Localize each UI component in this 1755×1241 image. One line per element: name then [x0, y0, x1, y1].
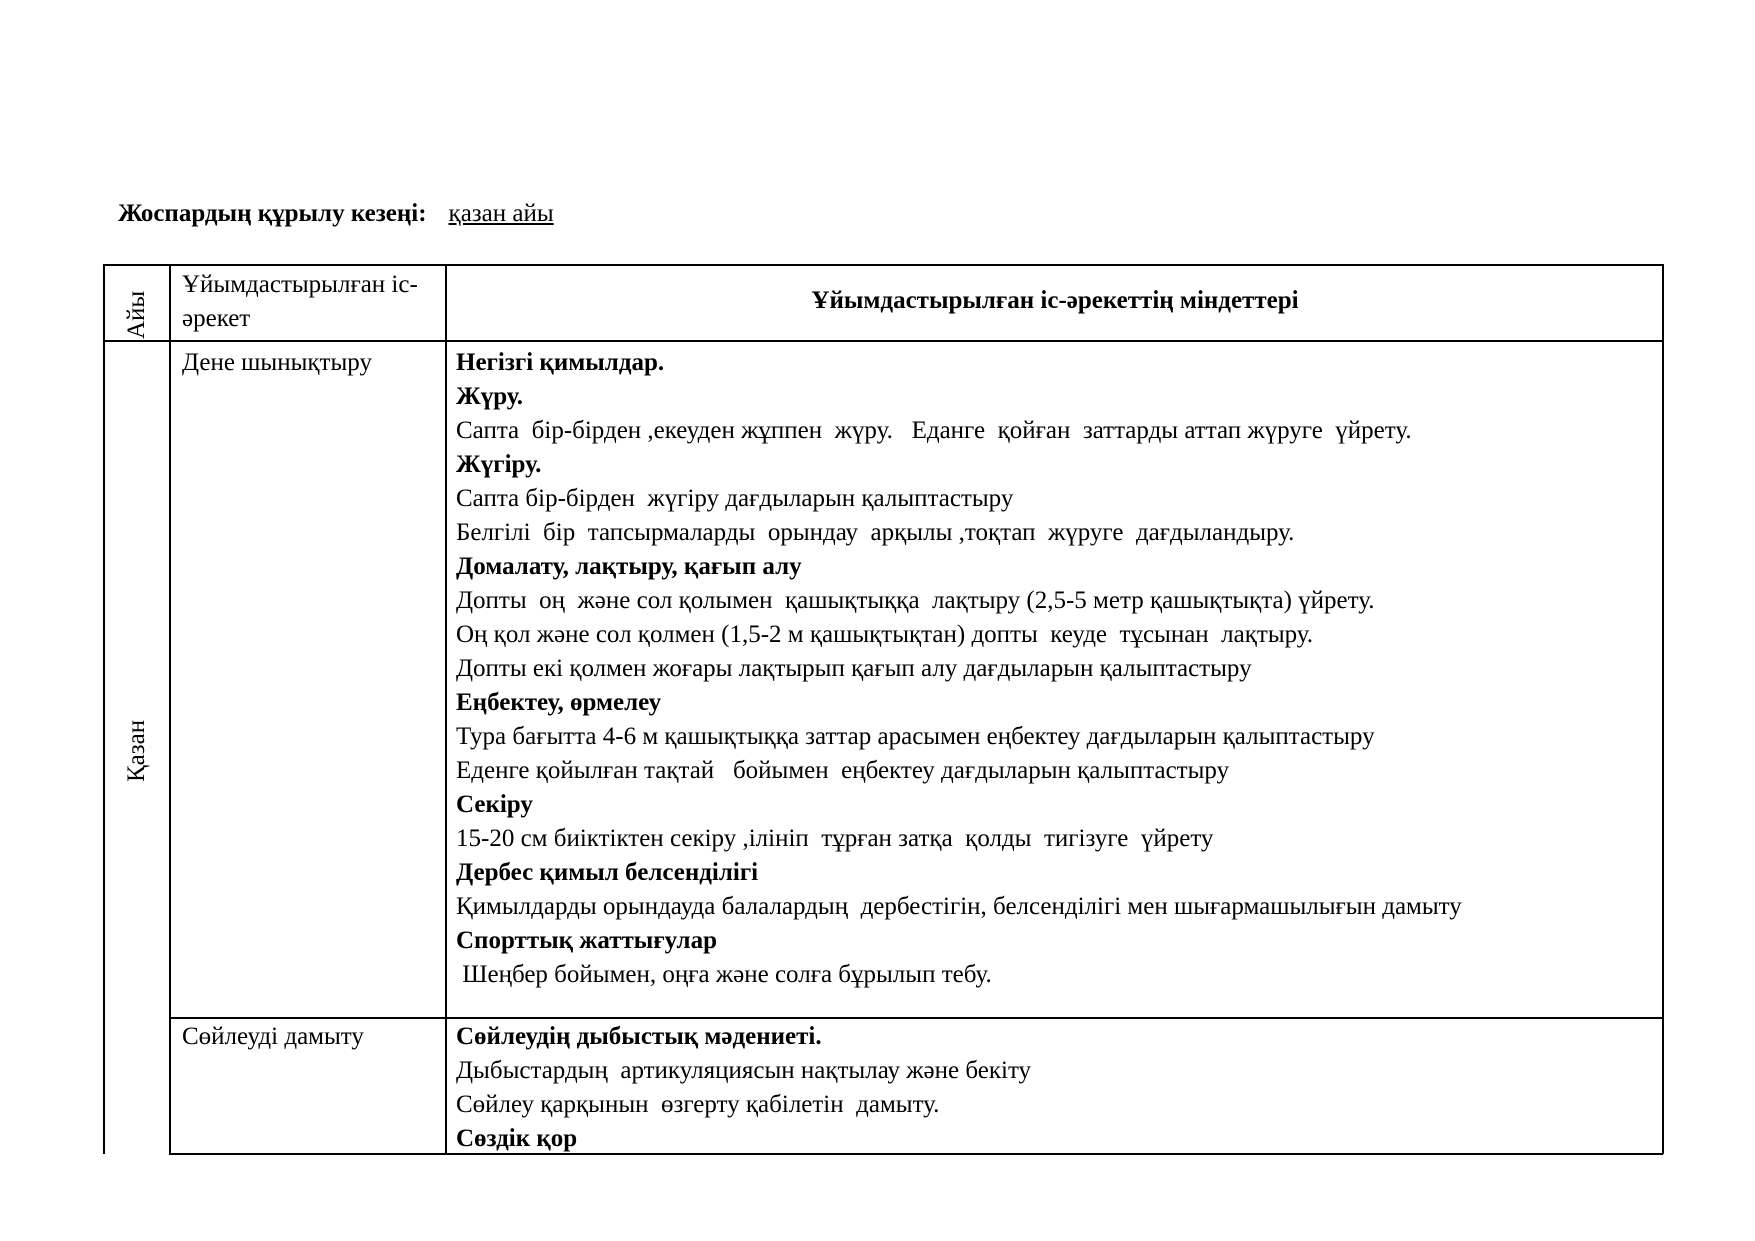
table-col-divider-2	[445, 264, 447, 1154]
task-line: Допты оң және сол қолымен қашықтыққа лақтыру (2,5-5 метр қашықтықта) үйрету.	[456, 587, 1375, 614]
task-line: Сөйлеудің дыбыстық мәдениеті.	[456, 1023, 822, 1050]
task-line: 15-20 см биіктіктен секіру ,ілініп тұрған затқа қолды тигізуге үйрету	[456, 825, 1214, 852]
row-tasks-speech	[456, 1020, 1656, 1156]
task-line: Сапта бір-бірден ,екеуден жұппен жүру. Еданге қойған заттарды аттап жүруге үйрету.	[456, 417, 1412, 444]
task-line: Сөйлеу қарқынын өзгерту қабілетін дамыту.	[456, 1091, 940, 1118]
task-line: Белгілі бір тапсырмаларды орындау арқылы ,тоқтап жүруге дағдыландыру.	[456, 519, 1295, 546]
row-activity-physical: Дене шынықтыру	[182, 349, 372, 376]
plan-period-heading	[118, 198, 554, 230]
task-line: Жүру.	[456, 383, 524, 410]
row-tasks-physical	[456, 346, 1656, 992]
task-line: Сапта бір-бірден жүгіру дағдыларын қалыптастыру	[456, 485, 1014, 512]
column-header-activity-label: Ұйымдастырылған іс-әрекет	[182, 271, 418, 332]
plan-period-label: Жоспардың құрылу кезеңі:	[118, 200, 427, 227]
task-line: Шеңбер бойымен, оңға және солға бұрылып тебу.	[456, 961, 992, 988]
column-header-tasks: Ұйымдастырылған іс-әрекеттің міндеттері	[811, 287, 1299, 314]
task-line: Дербес қимыл белсенділігі	[456, 859, 759, 886]
task-line: Сөздік қор	[456, 1125, 578, 1152]
task-line: Дыбыстардың артикуляциясын нақтылау және бекіту	[456, 1057, 1032, 1084]
plan-period-value: қазан айы	[448, 200, 554, 227]
table-border-top	[103, 264, 1663, 266]
task-line: Жүгіру.	[456, 451, 542, 478]
task-line: Домалату, лақтыру, қағып алу	[456, 553, 802, 580]
task-line: Еңбектеу, өрмелеу	[456, 689, 662, 716]
task-line: Спорттық жаттығулар	[456, 927, 717, 954]
table-border-right	[1662, 264, 1664, 1154]
row-activity-speech: Сөйлеуді дамыту	[182, 1023, 364, 1050]
column-header-month: Айы	[123, 290, 150, 339]
column-header-activity	[182, 268, 437, 336]
task-line: Негізгі қимылдар.	[456, 349, 665, 376]
task-line: Секіру	[456, 791, 533, 818]
task-line: Қимылдарды орындауда балалардың дербестігін, белсенділігі мен шығармашылығын дамыту	[456, 893, 1462, 920]
task-line: Допты екі қолмен жоғары лақтырып қағып алу дағдыларын қалыптастыру	[456, 655, 1252, 682]
table-col-divider-1	[169, 264, 171, 1154]
table-header-divider	[103, 340, 1663, 342]
task-line: Оң қол және сол қолмен (1,5-2 м қашықтықтан) допты кеуде тұсынан лақтыру.	[456, 621, 1314, 648]
month-cell: Қазан	[123, 719, 150, 782]
task-line: Тура бағытта 4-6 м қашықтыққа заттар арасымен еңбектеу дағдыларын қалыптастыру	[456, 723, 1375, 750]
table-row-divider	[169, 1017, 1663, 1019]
table-border-left	[103, 264, 105, 1154]
task-line: Еденге қойылған тақтай бойымен еңбектеу дағдыларын қалыптастыру	[456, 757, 1230, 784]
